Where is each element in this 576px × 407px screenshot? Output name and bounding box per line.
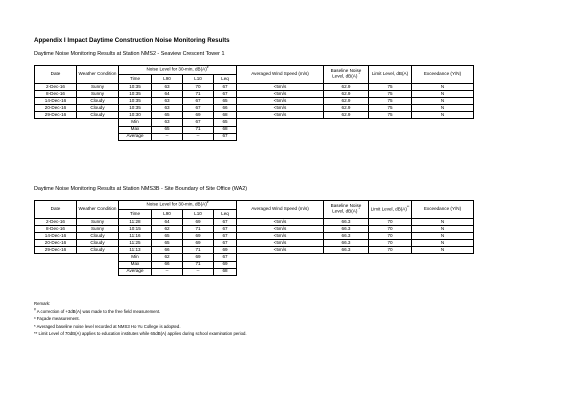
cell-l10: 71 bbox=[183, 91, 214, 98]
cell-leq: 67 bbox=[214, 240, 237, 247]
remark-line: º Façade measurement. bbox=[34, 316, 80, 322]
header-exceedance: Exceedance (Y/N) bbox=[412, 66, 474, 84]
stat-label: Average bbox=[119, 133, 152, 140]
cell-exceedance: N bbox=[412, 112, 474, 119]
header-l90: L90 bbox=[152, 210, 183, 219]
stat-label: Max bbox=[119, 126, 152, 133]
cell-time: 10:15 bbox=[119, 226, 152, 233]
cell-time: 10:30 bbox=[119, 112, 152, 119]
table-row bbox=[35, 240, 474, 247]
stat-leq: 68 bbox=[214, 268, 237, 275]
cell-l10: 67 bbox=[183, 98, 214, 105]
header-baseline: Baseline Noise Level, dB(A) * bbox=[324, 201, 369, 219]
table-row bbox=[35, 226, 474, 233]
cell-time: 11:16 bbox=[119, 233, 152, 240]
cell-exceedance: N bbox=[412, 226, 474, 233]
header-leq: Leq bbox=[214, 210, 237, 219]
stat-l10: -- bbox=[183, 133, 214, 140]
cell-exceedance: N bbox=[412, 233, 474, 240]
stat-l10: 69 bbox=[183, 254, 214, 261]
header-exceedance: Exceedance (Y/N) bbox=[412, 201, 474, 219]
table-row bbox=[35, 247, 474, 254]
cell-l90: 64 bbox=[152, 91, 183, 98]
cell-wind: <5m/s bbox=[237, 219, 324, 226]
cell-date: 8-Dec-16 bbox=[35, 226, 77, 233]
cell-weather: Sunny bbox=[77, 219, 119, 226]
stat-leq: 67 bbox=[214, 254, 237, 261]
cell-exceedance: N bbox=[412, 247, 474, 254]
cell-date: 14-Dec-16 bbox=[35, 98, 77, 105]
cell-leq: 69 bbox=[214, 247, 237, 254]
cell-time: 10:35 bbox=[119, 84, 152, 91]
cell-baseline: 66.3 bbox=[324, 219, 369, 226]
header-wind: Averaged Wind Speed (m/s) bbox=[237, 66, 324, 84]
cell-l90: 64 bbox=[152, 219, 183, 226]
header-date: Date bbox=[35, 201, 77, 219]
cell-exceedance: N bbox=[412, 240, 474, 247]
cell-limit: 70 bbox=[369, 219, 412, 226]
stat-label: Max bbox=[119, 261, 152, 268]
header-weather: Weather Condition bbox=[77, 201, 119, 219]
cell-wind: <5m/s bbox=[237, 233, 324, 240]
table-row bbox=[35, 219, 474, 226]
cell-wind: <5m/s bbox=[237, 98, 324, 105]
stat-l10: -- bbox=[183, 268, 214, 275]
cell-limit: 75 bbox=[369, 98, 412, 105]
header-baseline: Baseline Noise Level, dB(A) * bbox=[324, 66, 369, 84]
cell-wind: <5m/s bbox=[237, 112, 324, 119]
cell-limit: 70 bbox=[369, 233, 412, 240]
table-row bbox=[35, 98, 474, 105]
cell-time: 11:28 bbox=[119, 219, 152, 226]
cell-l90: 63 bbox=[152, 105, 183, 112]
cell-l90: 65 bbox=[152, 240, 183, 247]
cell-baseline: 66.3 bbox=[324, 226, 369, 233]
stat-row-max bbox=[35, 261, 474, 268]
cell-baseline: 62.9 bbox=[324, 112, 369, 119]
stat-row-min bbox=[35, 254, 474, 261]
stat-l90: -- bbox=[152, 133, 183, 140]
cell-l10: 69 bbox=[183, 240, 214, 247]
cell-leq: 67 bbox=[214, 233, 237, 240]
cell-weather: Cloudy bbox=[77, 105, 119, 112]
cell-weather: Sunny bbox=[77, 91, 119, 98]
cell-limit: 70 bbox=[369, 247, 412, 254]
table2-caption: Daytime Noise Monitoring Results at Station NMS3B - Site Boundary of Site Office (WA2) bbox=[34, 186, 248, 192]
header-weather: Weather Condition bbox=[77, 66, 119, 84]
table-row bbox=[35, 233, 474, 240]
table-row bbox=[35, 112, 474, 119]
stat-l90: 65 bbox=[152, 126, 183, 133]
cell-wind: <5m/s bbox=[237, 240, 324, 247]
stat-leq: 65 bbox=[214, 119, 237, 126]
cell-exceedance: N bbox=[412, 98, 474, 105]
cell-leq: 65 bbox=[214, 98, 237, 105]
cell-wind: <5m/s bbox=[237, 226, 324, 233]
cell-date: 29-Dec-16 bbox=[35, 112, 77, 119]
cell-l10: 69 bbox=[183, 112, 214, 119]
stat-leq: 67 bbox=[214, 133, 237, 140]
stat-l10: 67 bbox=[183, 119, 214, 126]
cell-wind: <5m/s bbox=[237, 105, 324, 112]
stat-l90: 62 bbox=[152, 254, 183, 261]
cell-baseline: 62.9 bbox=[324, 91, 369, 98]
cell-limit: 75 bbox=[369, 112, 412, 119]
cell-date: 8-Dec-16 bbox=[35, 91, 77, 98]
cell-date: 20-Dec-16 bbox=[35, 240, 77, 247]
cell-baseline: 66.3 bbox=[324, 233, 369, 240]
remark-line: * Averaged baseline noise level recorded at NMS3 Ho Yu College is adopted. bbox=[34, 323, 181, 329]
cell-time: 10:35 bbox=[119, 105, 152, 112]
header-l90: L90 bbox=[152, 75, 183, 84]
cell-l90: 66 bbox=[152, 247, 183, 254]
stat-l90: 63 bbox=[152, 119, 183, 126]
cell-leq: 67 bbox=[214, 84, 237, 91]
cell-weather: Sunny bbox=[77, 84, 119, 91]
cell-wind: <5m/s bbox=[237, 247, 324, 254]
stat-leq: 69 bbox=[214, 261, 237, 268]
cell-weather: Cloudy bbox=[77, 247, 119, 254]
cell-time: 11:13 bbox=[119, 247, 152, 254]
cell-baseline: 62.9 bbox=[324, 105, 369, 112]
cell-baseline: 66.3 bbox=[324, 247, 369, 254]
noise-table-nms3b bbox=[34, 200, 474, 276]
cell-limit: 75 bbox=[369, 105, 412, 112]
stat-leq: 68 bbox=[214, 126, 237, 133]
cell-time: 10:35 bbox=[119, 91, 152, 98]
cell-leq: 67 bbox=[214, 226, 237, 233]
header-noise-level: Noise Level for 30-min, dB(A)# bbox=[119, 201, 237, 210]
stat-row-average bbox=[35, 133, 474, 140]
header-time: Time bbox=[119, 210, 152, 219]
cell-l10: 67 bbox=[183, 105, 214, 112]
cell-limit: 75 bbox=[369, 84, 412, 91]
stat-row-average bbox=[35, 268, 474, 275]
cell-limit: 70 bbox=[369, 226, 412, 233]
cell-wind: <5m/s bbox=[237, 91, 324, 98]
cell-l10: 69 bbox=[183, 219, 214, 226]
cell-l90: 63 bbox=[152, 98, 183, 105]
cell-baseline: 66.3 bbox=[324, 240, 369, 247]
header-l10: L10 bbox=[183, 210, 214, 219]
header-time: Time bbox=[119, 75, 152, 84]
header-wind: Averaged Wind Speed (m/s) bbox=[237, 201, 324, 219]
cell-date: 14-Dec-16 bbox=[35, 233, 77, 240]
cell-l10: 70 bbox=[183, 84, 214, 91]
table-row bbox=[35, 91, 474, 98]
remarks bbox=[34, 300, 247, 338]
remarks-title: Remark: bbox=[34, 301, 51, 306]
header-l10: L10 bbox=[183, 75, 214, 84]
stat-l10: 71 bbox=[183, 126, 214, 133]
remark-line: ** Limit Level of 70dB(A) applies to education institutes while 65dB(A) applies during school examination period. bbox=[34, 331, 247, 337]
cell-wind: <5m/s bbox=[237, 84, 324, 91]
cell-date: 29-Dec-16 bbox=[35, 247, 77, 254]
stat-row-min bbox=[35, 119, 474, 126]
stat-label: Min bbox=[119, 119, 152, 126]
cell-date: 20-Dec-16 bbox=[35, 105, 77, 112]
header-limit: Limit Level, dB(A)** bbox=[369, 201, 412, 219]
appendix-title: Appendix I Impact Daytime Construction Noise Monitoring Results bbox=[34, 37, 230, 44]
cell-time: 10:35 bbox=[119, 98, 152, 105]
cell-exceedance: N bbox=[412, 91, 474, 98]
noise-table-nms2 bbox=[34, 65, 474, 141]
stat-l10: 71 bbox=[183, 261, 214, 268]
header-limit: Limit Level, dB(A) bbox=[369, 66, 412, 84]
cell-weather: Cloudy bbox=[77, 98, 119, 105]
cell-weather: Sunny bbox=[77, 226, 119, 233]
cell-baseline: 62.9 bbox=[324, 84, 369, 91]
stat-l90: -- bbox=[152, 268, 183, 275]
table1-caption: Daytime Noise Monitoring Results at Station NMS2 - Seaview Crescent Tower 1 bbox=[34, 51, 225, 57]
cell-l90: 65 bbox=[152, 112, 183, 119]
cell-exceedance: N bbox=[412, 84, 474, 91]
stat-row-max bbox=[35, 126, 474, 133]
cell-weather: Cloudy bbox=[77, 233, 119, 240]
cell-limit: 70 bbox=[369, 240, 412, 247]
cell-weather: Cloudy bbox=[77, 112, 119, 119]
header-noise-level: Noise Level for 30-min, dB(A)# bbox=[119, 66, 237, 75]
cell-date: 2-Dec-16 bbox=[35, 84, 77, 91]
cell-leq: 68 bbox=[214, 112, 237, 119]
cell-exceedance: N bbox=[412, 219, 474, 226]
cell-l10: 71 bbox=[183, 247, 214, 254]
header-leq: Leq bbox=[214, 75, 237, 84]
stat-label: Average bbox=[119, 268, 152, 275]
cell-baseline: 62.9 bbox=[324, 98, 369, 105]
cell-exceedance: N bbox=[412, 105, 474, 112]
cell-l90: 63 bbox=[152, 84, 183, 91]
remark-line: # A correction of +3dB(A) was made to the free field measurement. bbox=[34, 307, 161, 314]
cell-l90: 65 bbox=[152, 233, 183, 240]
cell-l10: 71 bbox=[183, 226, 214, 233]
header-date: Date bbox=[35, 66, 77, 84]
cell-date: 2-Dec-16 bbox=[35, 219, 77, 226]
cell-leq: 66 bbox=[214, 105, 237, 112]
table-row bbox=[35, 105, 474, 112]
cell-leq: 67 bbox=[214, 219, 237, 226]
cell-weather: Cloudy bbox=[77, 240, 119, 247]
table-row bbox=[35, 84, 474, 91]
cell-time: 11:25 bbox=[119, 240, 152, 247]
stat-l90: 66 bbox=[152, 261, 183, 268]
cell-l10: 69 bbox=[183, 233, 214, 240]
cell-leq: 67 bbox=[214, 91, 237, 98]
cell-limit: 75 bbox=[369, 91, 412, 98]
stat-label: Min bbox=[119, 254, 152, 261]
cell-l90: 62 bbox=[152, 226, 183, 233]
